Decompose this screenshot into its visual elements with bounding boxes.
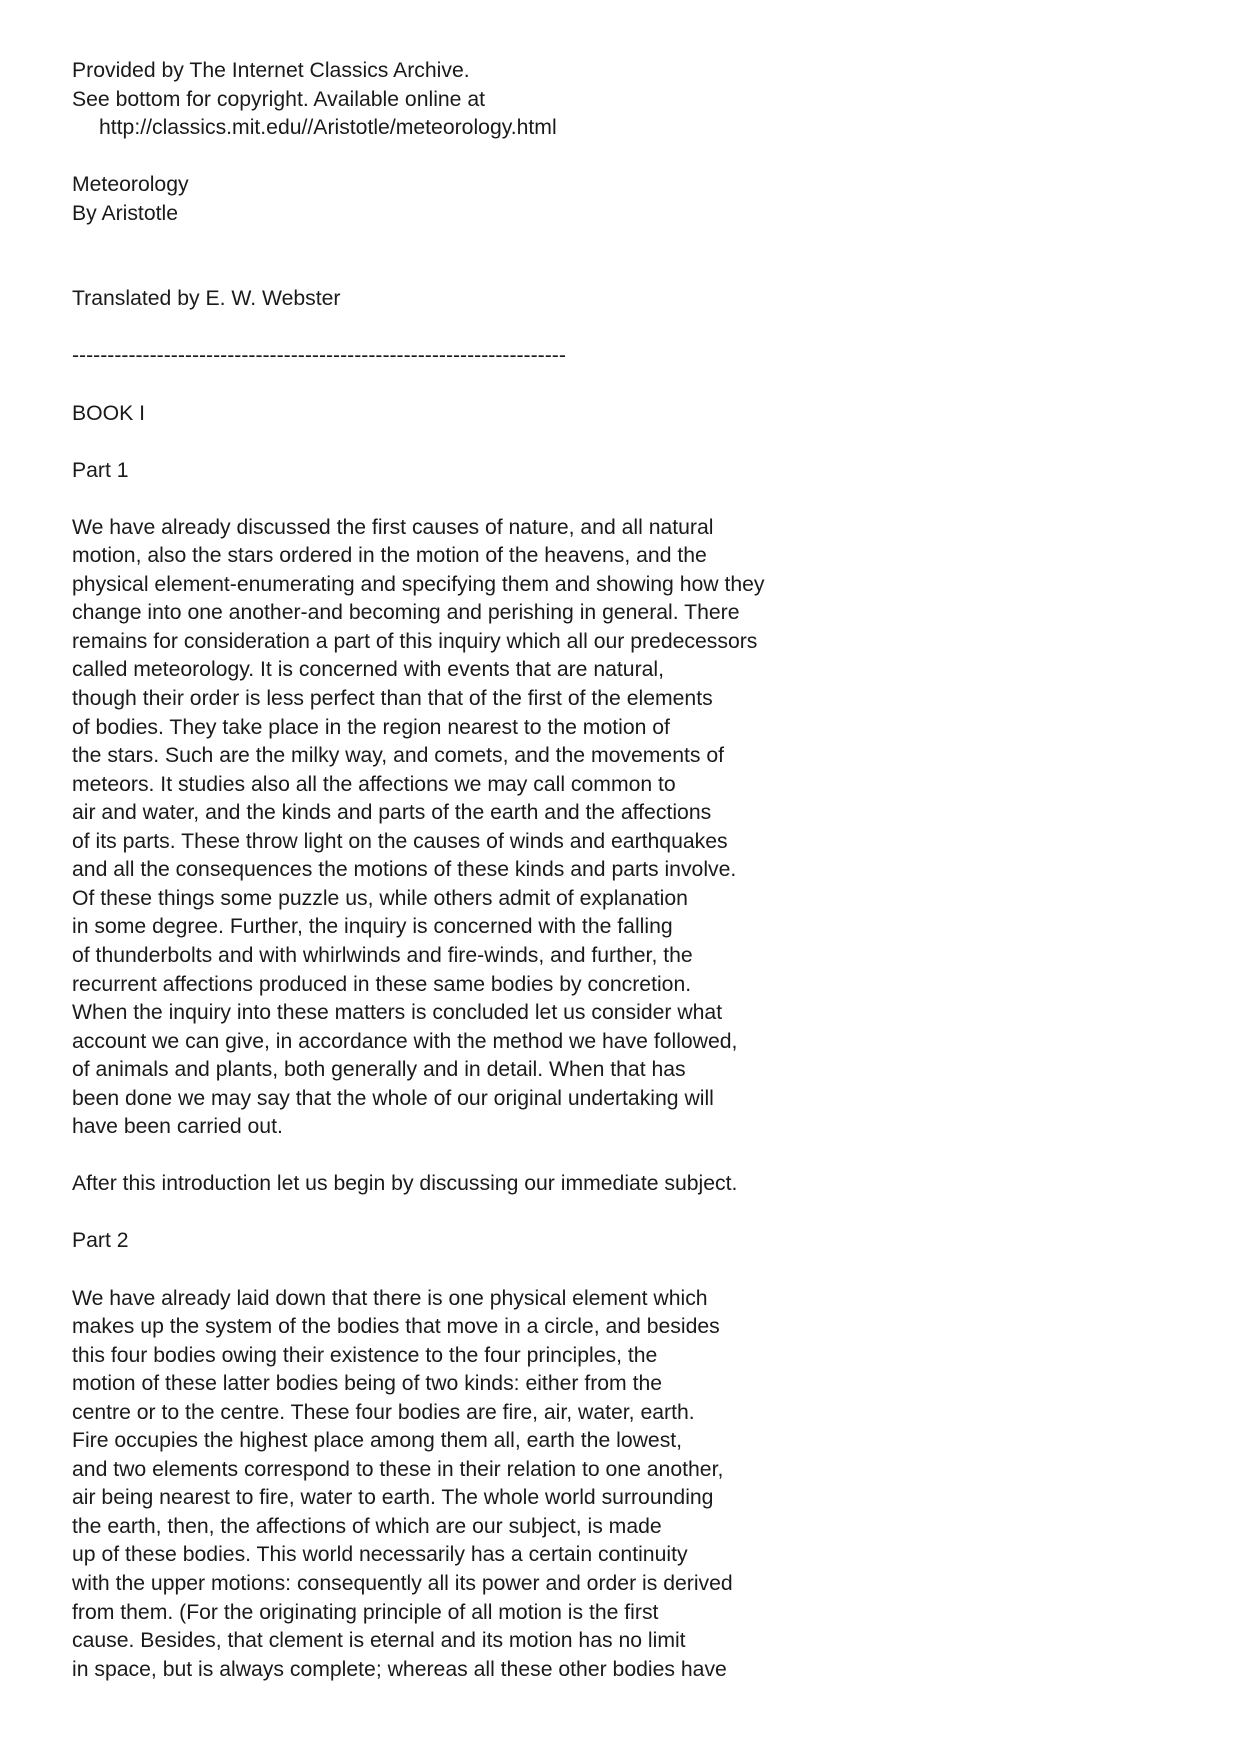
text-line: When the inquiry into these matters is concluded let us consider what [72,1001,723,1025]
part1-heading: Part 1 [72,458,129,482]
provided-by-line: Provided by The Internet Classics Archive. [72,59,470,82]
text-line: with the upper motions: consequently all its power and order is derived [72,1571,733,1595]
part1-paragraph-1 [72,514,1172,1142]
separator-line: ---------------------------------------------------------------------- [72,344,566,368]
text-line: physical element-enumerating and specifying them and showing how they [72,572,765,596]
spacer [72,143,1172,172]
text-line: though their order is less perfect than that of the first of the elements [72,687,713,711]
text-line: been done we may say that the whole of our original undertaking will [72,1086,714,1110]
text-line: in space, but is always complete; whereas all these other bodies have [72,1657,727,1681]
spacer [72,314,1172,343]
document-author: By Aristotle [72,201,178,225]
text-line: recurrent affections produced in these same bodies by concretion. [72,972,692,996]
source-url: http://classics.mit.edu//Aristotle/meteorology.html [99,116,557,140]
text-line: and all the consequences the motions of these kinds and parts involve. [72,858,737,882]
part2-paragraph-1 [72,1285,1172,1685]
text-line: Of these things some puzzle us, while others admit of explanation [72,886,688,910]
spacer [72,1142,1172,1171]
text-line: remains for consideration a part of this inquiry which all our predecessors [72,629,758,653]
text-line: the stars. Such are the milky way, and comets, and the movements of [72,744,725,768]
text-line: have been carried out. [72,1115,283,1139]
text-line: Fire occupies the highest place among them all, earth the lowest, [72,1429,683,1453]
text-line: account we can give, in accordance with the method we have followed, [72,1029,738,1053]
text-line: of bodies. They take place in the region nearest to the motion of [72,715,670,739]
spacer [72,371,1172,400]
text-line: called meteorology. It is concerned with events that are natural, [72,658,664,682]
text-line: motion, also the stars ordered in the motion of the heavens, and the [72,544,707,568]
text-line: change into one another-and becoming and perishing in general. There [72,601,740,625]
text-line: We have already laid down that there is one physical element which [72,1286,708,1310]
spacer [72,1199,1172,1228]
text-line: of its parts. These throw light on the causes of winds and earthquakes [72,829,728,853]
text-line: and two elements correspond to these in their relation to one another, [72,1457,724,1481]
text-line: in some degree. Further, the inquiry is concerned with the falling [72,915,673,939]
text-line: We have already discussed the first causes of nature, and all natural [72,515,714,539]
part1-paragraph-2: After this introduction let us begin by discussing our immediate subject. [72,1172,738,1196]
text-line: of thunderbolts and with whirlwinds and fire-winds, and further, the [72,943,693,967]
text-line: meteors. It studies also all the affections we may call common to [72,772,676,796]
text-line: makes up the system of the bodies that move in a circle, and besides [72,1315,720,1339]
spacer [72,1256,1172,1285]
text-line: from them. (For the originating principle of all motion is the first [72,1600,659,1624]
text-line: cause. Besides, that clement is eternal and its motion has no limit [72,1629,686,1653]
translator-line: Translated by E. W. Webster [72,287,341,311]
text-line: air and water, and the kinds and parts of the earth and the affections [72,801,712,825]
text-line: up of these bodies. This world necessarily has a certain continuity [72,1543,688,1567]
text-line: this four bodies owing their existence to the four principles, the [72,1343,658,1367]
text-line: the earth, then, the affections of which are our subject, is made [72,1514,662,1538]
part2-heading: Part 2 [72,1229,129,1253]
book-heading: BOOK I [72,401,145,425]
document-page [72,57,1172,1684]
spacer [72,485,1172,514]
document-title: Meteorology [72,173,189,197]
text-line: centre or to the centre. These four bodies are fire, air, water, earth. [72,1400,695,1424]
copyright-note-line: See bottom for copyright. Available online at [72,87,486,111]
text-line: of animals and plants, both generally and in detail. When that has [72,1058,686,1082]
spacer [72,257,1172,286]
spacer [72,428,1172,457]
text-line: air being nearest to fire, water to earth. The whole world surrounding [72,1486,714,1510]
spacer [72,228,1172,257]
text-line: motion of these latter bodies being of two kinds: either from the [72,1372,663,1396]
